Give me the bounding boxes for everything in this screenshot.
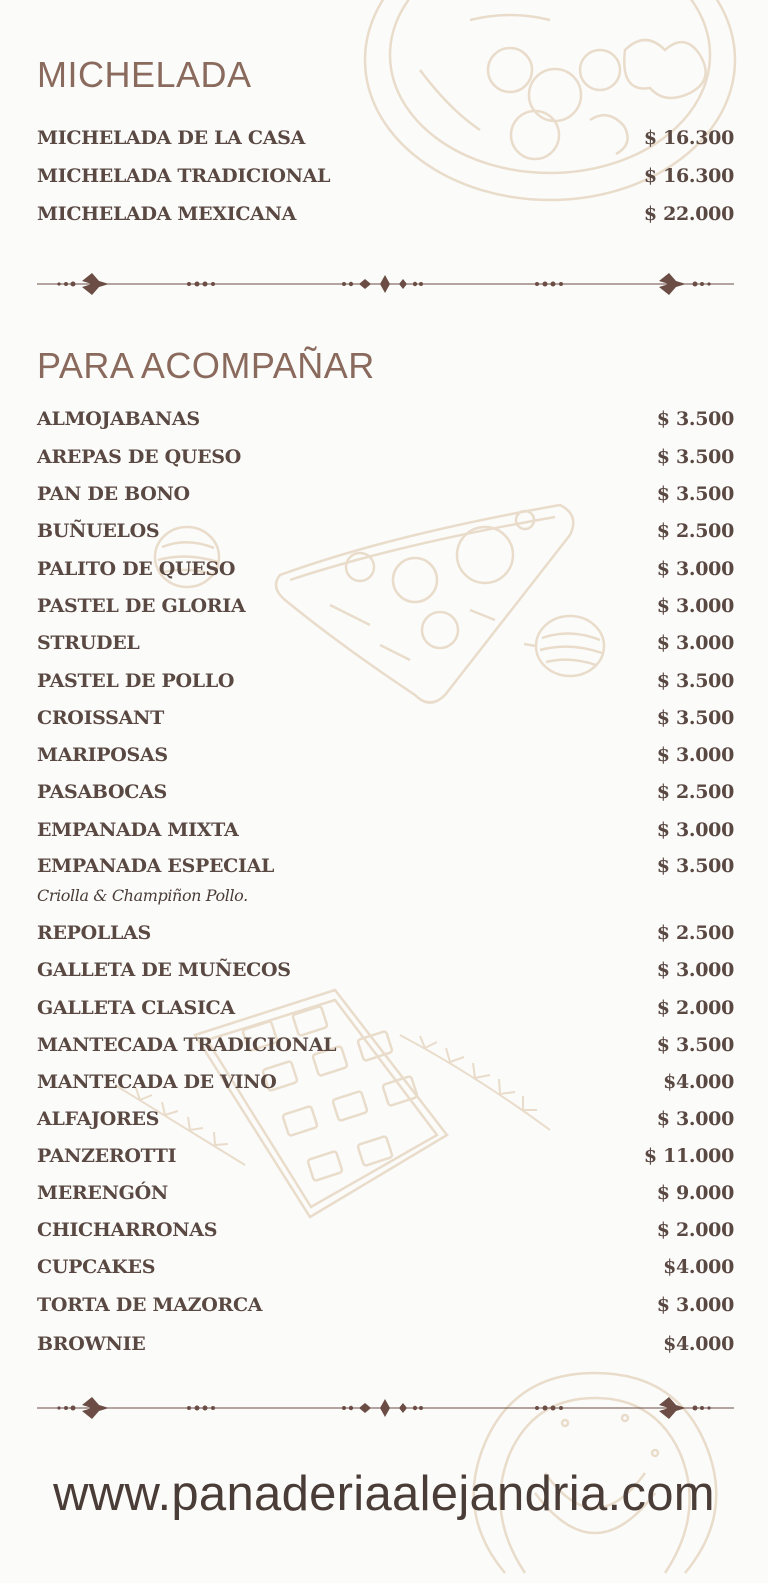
item-name: STRUDEL <box>37 632 140 654</box>
item-price: $ 2.000 <box>656 1219 734 1241</box>
item-price: $ 3.000 <box>656 1294 734 1316</box>
item-price: $ 22.000 <box>643 203 734 225</box>
item-price: $ 3.500 <box>656 707 734 729</box>
item-name: MANTECADA DE VINO <box>37 1071 277 1093</box>
item-name: TORTA DE MAZORCA <box>37 1294 263 1316</box>
item-name: PASABOCAS <box>37 781 167 803</box>
website-url: www.panaderiaalejandria.com <box>53 1467 715 1521</box>
item-name: MICHELADA DE LA CASA <box>37 127 306 149</box>
item-price: $ 3.500 <box>656 408 734 430</box>
item-note: Criolla & Champiñon Pollo. <box>37 886 248 905</box>
item-name: CHICHARRONAS <box>37 1219 218 1241</box>
section-title-para-acompanar: PARA ACOMPAÑAR <box>37 345 375 386</box>
item-price: $ 3.000 <box>656 819 734 841</box>
item-price: $ 11.000 <box>643 1145 734 1167</box>
item-price: $ 3.000 <box>656 595 734 617</box>
item-name: ALMOJABANAS <box>37 408 200 430</box>
item-name: MICHELADA MEXICANA <box>37 203 297 225</box>
item-name: PAN DE BONO <box>37 483 190 505</box>
item-name: REPOLLAS <box>37 922 151 944</box>
item-price: $ 3.500 <box>656 483 734 505</box>
item-price: $ 16.300 <box>643 165 734 187</box>
item-name: AREPAS DE QUESO <box>37 446 241 468</box>
item-name: PASTEL DE POLLO <box>37 670 235 692</box>
section-title-michelada: MICHELADA <box>37 54 252 95</box>
item-name: EMPANADA ESPECIAL <box>37 855 275 877</box>
item-price: $4.000 <box>663 1333 734 1355</box>
item-price: $ 3.000 <box>656 1108 734 1130</box>
item-name: PASTEL DE GLORIA <box>37 595 246 617</box>
item-price: $ 3.000 <box>656 632 734 654</box>
item-price: $ 3.000 <box>656 744 734 766</box>
item-price: $ 3.500 <box>656 1034 734 1056</box>
item-name: CUPCAKES <box>37 1256 156 1278</box>
item-name: CROISSANT <box>37 707 164 729</box>
item-name: GALLETA CLASICA <box>37 997 235 1019</box>
item-price: $4.000 <box>663 1071 734 1093</box>
item-name: MERENGÓN <box>37 1182 168 1204</box>
item-name: MICHELADA TRADICIONAL <box>37 165 331 187</box>
item-name: BUÑUELOS <box>37 520 160 542</box>
item-price: $ 9.000 <box>656 1182 734 1204</box>
item-price: $ 3.500 <box>656 855 734 877</box>
item-name: PANZEROTTI <box>37 1145 177 1167</box>
item-price: $ 3.000 <box>656 558 734 580</box>
item-price: $ 3.000 <box>656 959 734 981</box>
item-name: MARIPOSAS <box>37 744 168 766</box>
item-name: MANTECADA TRADICIONAL <box>37 1034 337 1056</box>
item-price: $ 2.500 <box>656 922 734 944</box>
item-name: BROWNIE <box>37 1333 146 1355</box>
item-price: $ 2.000 <box>656 997 734 1019</box>
item-price: $ 2.500 <box>656 520 734 542</box>
item-name: ALFAJORES <box>37 1108 160 1130</box>
item-name: GALLETA DE MUÑECOS <box>37 959 291 981</box>
ornamental-divider <box>37 1395 734 1421</box>
item-price: $ 3.500 <box>656 670 734 692</box>
item-price: $ 3.500 <box>656 446 734 468</box>
item-price: $ 16.300 <box>643 127 734 149</box>
item-name: PALITO DE QUESO <box>37 558 236 580</box>
item-name: EMPANADA MIXTA <box>37 819 239 841</box>
item-price: $ 2.500 <box>656 781 734 803</box>
item-price: $4.000 <box>663 1256 734 1278</box>
